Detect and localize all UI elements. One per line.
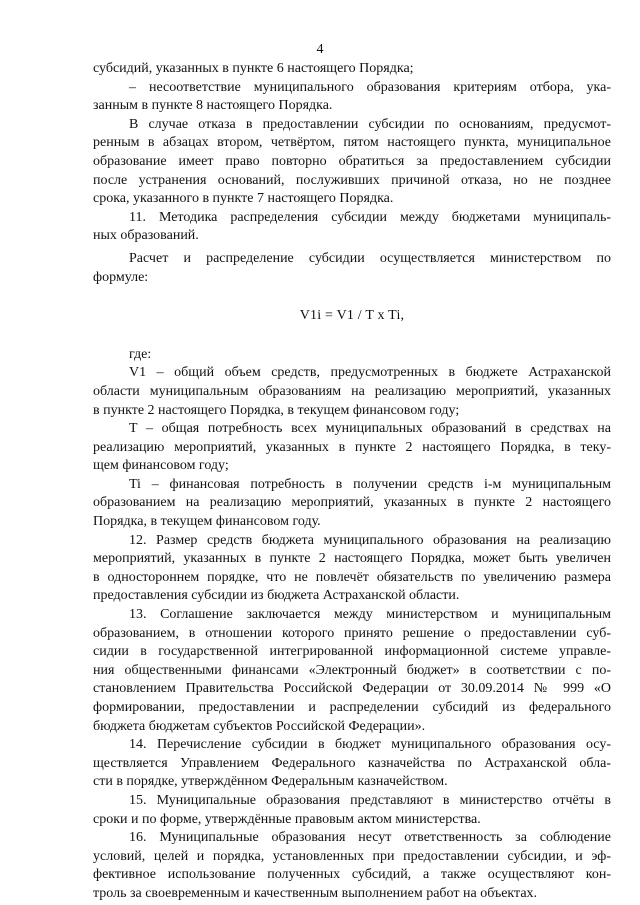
text-line: фективное использование полученных субсидий, а также осуществляют кон- [93, 867, 611, 883]
text-line: ществляется Управлением Федерального казначейства по Астраханской обла- [93, 755, 611, 771]
text-line: ния общественными финансами «Электронный бюджет» в соответствии с по- [93, 662, 611, 678]
text-line: 13. Соглашение заключается между министерством и муниципальным [129, 607, 611, 623]
text-line: щем финансовом году; [93, 458, 229, 474]
text-line: в пункте 2 настоящего Порядка, в текущем финансовом году; [93, 402, 460, 418]
text-line: в одностороннем порядке, что не повлечёт обязательств по увеличению размера [93, 569, 611, 585]
text-line: становлением Правительства Российской Федерации от 30.09.2014 № 999 «О [93, 681, 611, 697]
text-line: образованием на реализацию мероприятий, указанных в пункте 2 настоящего [93, 495, 611, 511]
text-line: сти в порядке, утверждённом Федеральным казначейством. [93, 774, 448, 790]
text-line: 12. Размер средств бюджета муниципального образования на реализацию [129, 532, 611, 548]
text-line: реализацию мероприятий, указанных в пункте 2 настоящего Порядка, в теку- [93, 439, 611, 455]
page-number: 4 [316, 42, 324, 57]
text-line: 16. Муниципальные образования несут ответственность за соблюдение [129, 830, 611, 846]
text-line: 11. Методика распределения субсидии между бюджетами муниципаль- [129, 209, 611, 225]
text-line: В случае отказа в предоставлении субсидии по основаниям, предусмот- [129, 116, 611, 132]
text-line: после устранения оснований, послуживших причиной отказа, но не позднее [93, 172, 611, 188]
text-line: сроки и по форме, утверждённые правовым актом министерства. [93, 811, 481, 827]
text-line: где: [129, 346, 152, 362]
text-line: формировании, предоставлении и распределении субсидий из федерального [93, 700, 611, 715]
text-line: мероприятий, указанных в пункте 2 настоящего Порядка, может быть увеличен [93, 551, 611, 567]
text-line: занным в пункте 8 настоящего Порядка. [93, 98, 333, 114]
text-line: ных образований. [93, 228, 199, 244]
formula: V1i = V1 / T x Ti, [299, 308, 405, 324]
document-body [93, 60, 611, 904]
text-line: троль за своевременным и качественным выполнением работ на объектах. [93, 885, 538, 901]
text-line: Расчет и распределение субсидии осуществляется министерством по [129, 250, 611, 266]
text-line: образование имеет право повторно обратиться за предоставлением субсидии [93, 153, 611, 169]
text-line: – несоответствие муниципального образования критериям отбора, ука- [129, 79, 611, 95]
text-line: V1 – общий объем средств, предусмотренных в бюджете Астраханской [129, 365, 611, 381]
text-line: условий, целей и порядка, установленных при предоставлении субсидии, и эф- [93, 848, 611, 864]
text-line: формуле: [93, 269, 149, 285]
text-line: бюджета бюджетам субъектов Российской Федерации». [93, 718, 426, 734]
text-line: сидии в государственной интегрированной информационной системе управле- [93, 644, 611, 660]
text-line: Ti – финансовая потребность в получении средств i-м муниципальным [129, 476, 611, 492]
text-line: 15. Муниципальные образования представляют в министерство отчёты в [129, 792, 611, 808]
text-line: образованием, в отношении которого принято решение о предоставлении суб- [93, 625, 611, 641]
text-line: Порядка, в текущем финансовом году. [93, 514, 321, 530]
text-line: T – общая потребность всех муниципальных образований в средствах на [129, 421, 611, 437]
text-line: предоставления субсидии из бюджета Астраханской области. [93, 588, 460, 604]
text-line: области муниципальным образованиям на реализацию мероприятий, указанных [93, 383, 611, 399]
text-line: 14. Перечисление субсидии в бюджет муниципального образования осу- [129, 737, 611, 753]
text-line: ренным в абзацах втором, четвёртом, пятом настоящего пункта, муниципальное [93, 135, 611, 151]
text-line: субсидий, указанных в пункте 6 настоящего Порядка; [93, 61, 414, 76]
text-line: срока, указанного в пункте 7 настоящего Порядка. [93, 191, 394, 207]
